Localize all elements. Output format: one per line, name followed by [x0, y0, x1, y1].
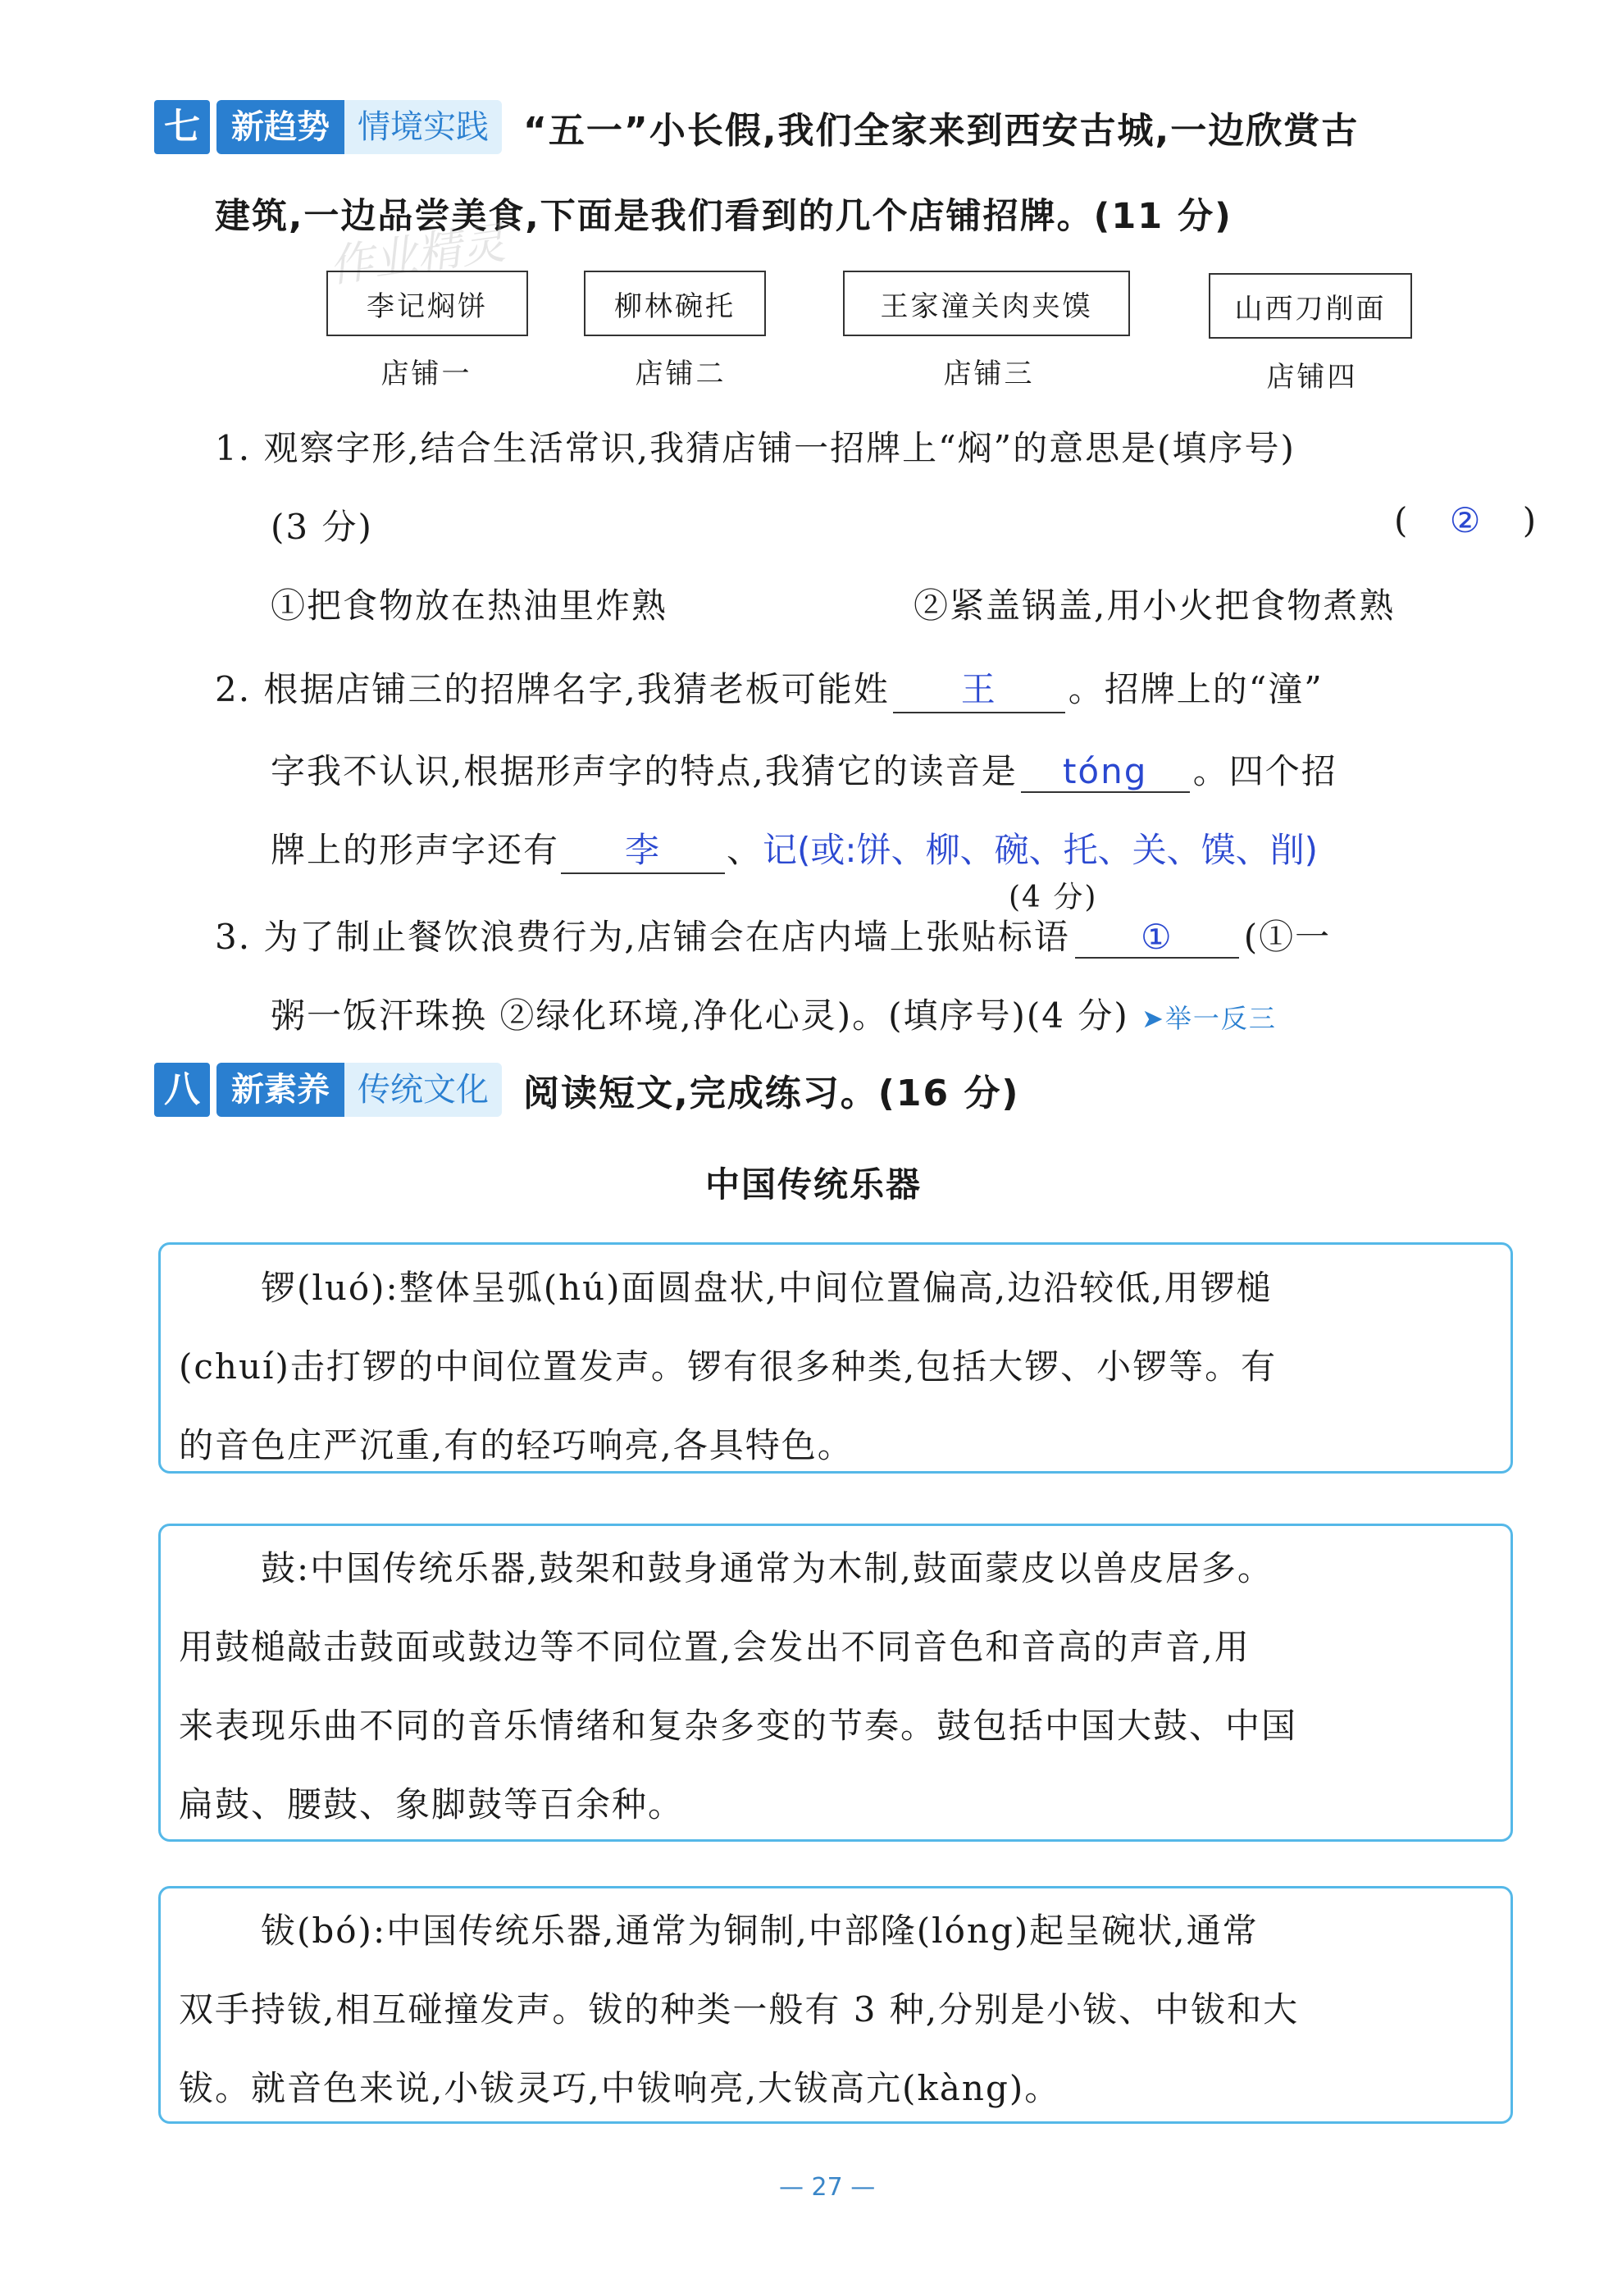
shop-sign-3: 王家潼关肉夹馍 [843, 271, 1130, 336]
q3-line2 [271, 989, 1277, 1038]
drum-line-1: 鼓:中国传统乐器,鼓架和鼓身通常为木制,鼓面蒙皮以兽皮居多。 [261, 1548, 1274, 1588]
drum-line-4: 扁鼓、腰鼓、象脚鼓等百余种。 [179, 1784, 685, 1824]
passage-title: 中国传统乐器 [705, 1164, 923, 1205]
gong-line-2: (chuí)击打锣的中间位置发声。锣有很多种类,包括大锣、小锣等。有 [179, 1346, 1278, 1387]
watermark: 作业精灵 [326, 216, 508, 293]
section7-tag-sub: 情境实践 [344, 100, 502, 154]
drum-line-3: 来表现乐曲不同的音乐情绪和复杂多变的节奏。鼓包括中国大鼓、中国 [179, 1706, 1298, 1746]
q1-score: (3 分) [271, 507, 373, 547]
q3-line2-text: 粥一饭汗珠换 ②绿化环境,净化心灵)。(填序号)(4 分) [271, 995, 1129, 1036]
section7-intro-line1: “五一”小长假,我们全家来到西安古城,一边欣赏古 [523, 110, 1360, 152]
q1-paren-close: ) [1522, 500, 1538, 540]
section7-number: 七 [154, 100, 210, 154]
q3-hint: ➤举一反三 [1141, 1003, 1277, 1034]
gong-line-3: 的音色庄严沉重,有的轻巧响亮,各具特色。 [179, 1425, 854, 1465]
section8-tag-main: 新素养 [216, 1063, 344, 1117]
q2-answer-more: 记(或:饼、柳、碗、托、关、馍、削) [763, 830, 1318, 870]
q1-answer: ② [1449, 500, 1483, 540]
q2-line2 [271, 745, 1337, 794]
q3-line1-a: 3. 为了制止餐饮浪费行为,店铺会在店内墙上张贴标语 [215, 917, 1070, 957]
q2-answer-char1: 李 [561, 823, 725, 874]
section8-tag-sub: 传统文化 [344, 1063, 502, 1117]
gong-line-1: 锣(luó):整体呈弧(hú)面圆盘状,中间位置偏高,边沿较低,用锣槌 [261, 1268, 1273, 1308]
section7-tag-main: 新趋势 [216, 100, 344, 154]
shop-caption-1: 店铺一 [380, 358, 472, 390]
q1-option-1: ①把食物放在热油里炸熟 [271, 585, 668, 626]
q2-line3-a: 牌上的形声字还有 [271, 830, 560, 870]
q1-line1: 1. 观察字形,结合生活常识,我猜店铺一招牌上“焖”的意思是(填序号) [215, 428, 1296, 468]
cymbal-line-2: 双手持钹,相互碰撞发声。钹的种类一般有 3 种,分别是小钹、中钹和大 [179, 1989, 1300, 2029]
q3-answer: ① [1075, 917, 1239, 959]
section7-intro-line2: 建筑,一边品尝美食,下面是我们看到的几个店铺招牌。(11 分) [215, 196, 1233, 237]
drum-line-2: 用鼓槌敲击鼓面或鼓边等不同位置,会发出不同音色和音高的声音,用 [179, 1627, 1251, 1667]
q2-line1 [215, 663, 1324, 713]
shop-caption-3: 店铺三 [943, 358, 1035, 390]
q2-answer-pinyin: tóng [1021, 751, 1190, 793]
q2-score: (4 分) [1009, 881, 1098, 914]
q2-line1-a: 2. 根据店铺三的招牌名字,我猜老板可能姓 [215, 669, 890, 709]
q2-line1-b: 。招牌上的“潼” [1068, 669, 1324, 709]
shop-caption-4: 店铺四 [1266, 361, 1358, 394]
cymbal-line-3: 钹。就音色来说,小钹灵巧,中钹响亮,大钹高亢(kàng)。 [179, 2068, 1061, 2108]
shop-sign-1: 李记焖饼 [326, 271, 528, 336]
q1-option-2: ②紧盖锅盖,用小火把食物煮熟 [914, 585, 1396, 626]
shop-sign-2: 柳林碗托 [584, 271, 766, 336]
q3-line1-b: (①一 [1243, 917, 1332, 957]
shop-sign-4: 山西刀削面 [1209, 273, 1412, 339]
q2-separator: 、 [727, 830, 763, 870]
q1-paren-open: ( [1394, 500, 1410, 540]
q2-answer-surname: 王 [893, 663, 1065, 713]
section8-number: 八 [154, 1063, 210, 1117]
q2-line2-b: 。四个招 [1192, 751, 1337, 791]
q1-answer-parens [1394, 500, 1538, 540]
shop-caption-2: 店铺二 [635, 358, 727, 390]
section8-header [154, 1063, 1019, 1117]
page-number: — 27 — [779, 2173, 876, 2202]
section7-header [154, 100, 1359, 154]
q2-line3 [271, 823, 1318, 874]
cymbal-line-1: 钹(bó):中国传统乐器,通常为铜制,中部隆(lóng)起呈碗状,通常 [261, 1911, 1259, 1951]
q3-line1 [215, 910, 1331, 959]
q2-line2-a: 字我不认识,根据形声字的特点,我猜它的读音是 [271, 751, 1018, 791]
section8-intro: 阅读短文,完成练习。(16 分) [523, 1073, 1020, 1114]
